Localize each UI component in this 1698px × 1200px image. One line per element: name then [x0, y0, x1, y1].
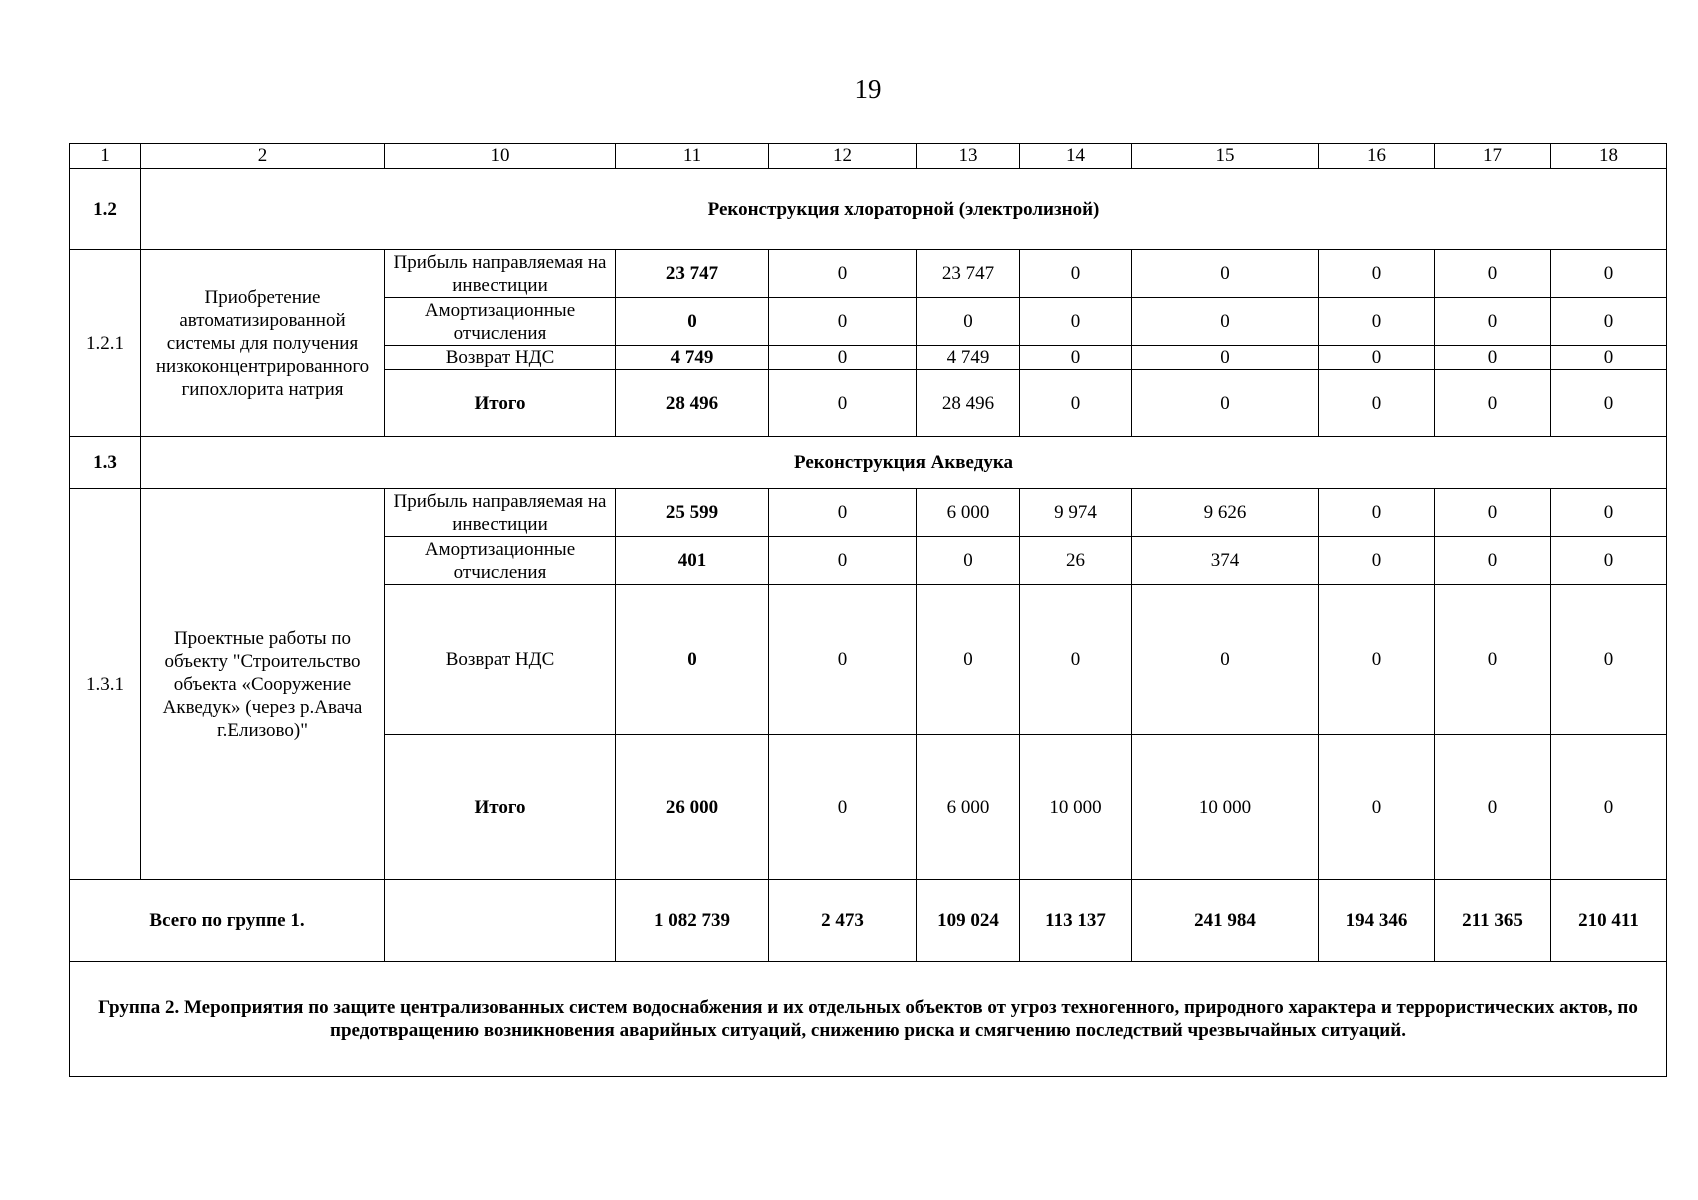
- cell-value: 0: [769, 370, 917, 437]
- row-total: 26 000: [616, 735, 769, 880]
- funding-source: Возврат НДС: [385, 346, 616, 370]
- cell-value: 0: [1132, 585, 1319, 735]
- item-number: 1.3.1: [70, 489, 141, 880]
- row-total: 0: [616, 298, 769, 346]
- cell-value: 0: [1551, 298, 1667, 346]
- cell-value: 0: [769, 298, 917, 346]
- cell-value: 0: [1132, 250, 1319, 298]
- cell-value: 0: [1551, 346, 1667, 370]
- cell-value: 4 749: [917, 346, 1020, 370]
- column-number: 10: [385, 144, 616, 169]
- cell-value: 0: [1435, 735, 1551, 880]
- cell-value: 9 626: [1132, 489, 1319, 537]
- group-total-value: 1 082 739: [616, 880, 769, 962]
- cell-value: 0: [1020, 298, 1132, 346]
- cell-value: 6 000: [917, 735, 1020, 880]
- cell-value: 10 000: [1132, 735, 1319, 880]
- group2-title: Группа 2. Мероприятия по защите централизованных систем водоснабжения и их отдельных объектов от угроз техногенного, природного характера и террористических актов, по предотвращению возникновения аварийных ситуаций, снижению риска и смягчению последствий чрезвычайных ситуаций.: [70, 962, 1667, 1077]
- page-number: 19: [854, 74, 882, 104]
- funding-source: Прибыль направляемая на инвестиции: [385, 489, 616, 537]
- row-total: 28 496: [616, 370, 769, 437]
- row-total: 23 747: [616, 250, 769, 298]
- group-heading-row: [70, 962, 1667, 1077]
- section-number: 1.2: [70, 169, 141, 250]
- cell-value: 0: [1551, 735, 1667, 880]
- cell-value: 0: [1551, 585, 1667, 735]
- cell-value: 0: [1132, 298, 1319, 346]
- group-total-row: [70, 880, 1667, 962]
- cell-value: 0: [1319, 537, 1435, 585]
- column-number: 12: [769, 144, 917, 169]
- group-total-value: 113 137: [1020, 880, 1132, 962]
- cell-value: 6 000: [917, 489, 1020, 537]
- group-total-value: 211 365: [1435, 880, 1551, 962]
- group-total-value: 194 346: [1319, 880, 1435, 962]
- cell-value: 0: [769, 489, 917, 537]
- cell-value: 0: [1435, 489, 1551, 537]
- group-total-source: [385, 880, 616, 962]
- cell-value: 0: [769, 346, 917, 370]
- cell-value: 0: [1319, 298, 1435, 346]
- column-number: 2: [141, 144, 385, 169]
- group-total-value: 2 473: [769, 880, 917, 962]
- cell-value: 0: [1551, 370, 1667, 437]
- row-total: 401: [616, 537, 769, 585]
- section-title: Реконструкция хлораторной (электролизной): [141, 169, 1667, 250]
- cell-value: 0: [1132, 346, 1319, 370]
- column-number-row: [70, 144, 1667, 169]
- cell-value: 0: [1319, 250, 1435, 298]
- funding-source: Прибыль направляемая на инвестиции: [385, 250, 616, 298]
- column-number: 15: [1132, 144, 1319, 169]
- item-description: Проектные работы по объекту "Строительство объекта «Сооружение Акведук» (через р.Авача г.Елизово)": [141, 489, 385, 880]
- cell-value: 0: [917, 298, 1020, 346]
- cell-value: 0: [917, 537, 1020, 585]
- column-number: 17: [1435, 144, 1551, 169]
- cell-value: 0: [769, 537, 917, 585]
- cell-value: 0: [1020, 250, 1132, 298]
- group-total-value: 241 984: [1132, 880, 1319, 962]
- group-total-value: 210 411: [1551, 880, 1667, 962]
- column-number: 18: [1551, 144, 1667, 169]
- cell-value: 0: [769, 735, 917, 880]
- section-title: Реконструкция Акведука: [141, 437, 1667, 489]
- cell-value: 9 974: [1020, 489, 1132, 537]
- funding-source: Возврат НДС: [385, 585, 616, 735]
- group-total-value: 109 024: [917, 880, 1020, 962]
- cell-value: 374: [1132, 537, 1319, 585]
- cell-value: 0: [1319, 489, 1435, 537]
- column-number: 1: [70, 144, 141, 169]
- funding-source-total: Итого: [385, 370, 616, 437]
- cell-value: 0: [1551, 250, 1667, 298]
- cell-value: 0: [1551, 489, 1667, 537]
- cell-value: 0: [1435, 370, 1551, 437]
- cell-value: 0: [1319, 585, 1435, 735]
- cell-value: 0: [1319, 346, 1435, 370]
- column-number: 11: [616, 144, 769, 169]
- item-description: Приобретение автоматизированной системы для получения низкоконцентрированного гипохлорита натрия: [141, 250, 385, 437]
- funding-source-total: Итого: [385, 735, 616, 880]
- group-total-label: Всего по группе 1.: [70, 880, 385, 962]
- cell-value: 0: [1020, 585, 1132, 735]
- cell-value: 0: [1319, 370, 1435, 437]
- cell-value: 0: [1319, 735, 1435, 880]
- cell-value: 0: [1435, 346, 1551, 370]
- section-row: [70, 437, 1667, 489]
- row-total: 0: [616, 585, 769, 735]
- cell-value: 0: [1435, 585, 1551, 735]
- cell-value: 0: [1435, 298, 1551, 346]
- cell-value: 0: [769, 250, 917, 298]
- cell-value: 0: [1020, 346, 1132, 370]
- cell-value: 23 747: [917, 250, 1020, 298]
- column-number: 14: [1020, 144, 1132, 169]
- table-row: [70, 250, 1667, 298]
- cell-value: 0: [1435, 537, 1551, 585]
- section-row: [70, 169, 1667, 250]
- column-number: 16: [1319, 144, 1435, 169]
- row-total: 4 749: [616, 346, 769, 370]
- row-total: 25 599: [616, 489, 769, 537]
- cell-value: 0: [1551, 537, 1667, 585]
- item-number: 1.2.1: [70, 250, 141, 437]
- cell-value: 26: [1020, 537, 1132, 585]
- cell-value: 0: [917, 585, 1020, 735]
- funding-source: Амортизационные отчисления: [385, 537, 616, 585]
- cell-value: 10 000: [1020, 735, 1132, 880]
- column-number: 13: [917, 144, 1020, 169]
- section-number: 1.3: [70, 437, 141, 489]
- funding-source: Амортизационные отчисления: [385, 298, 616, 346]
- cell-value: 0: [1020, 370, 1132, 437]
- cell-value: 0: [1132, 370, 1319, 437]
- table-row: [70, 489, 1667, 537]
- cell-value: 0: [769, 585, 917, 735]
- cell-value: 0: [1435, 250, 1551, 298]
- investment-table: [69, 143, 1667, 1077]
- cell-value: 28 496: [917, 370, 1020, 437]
